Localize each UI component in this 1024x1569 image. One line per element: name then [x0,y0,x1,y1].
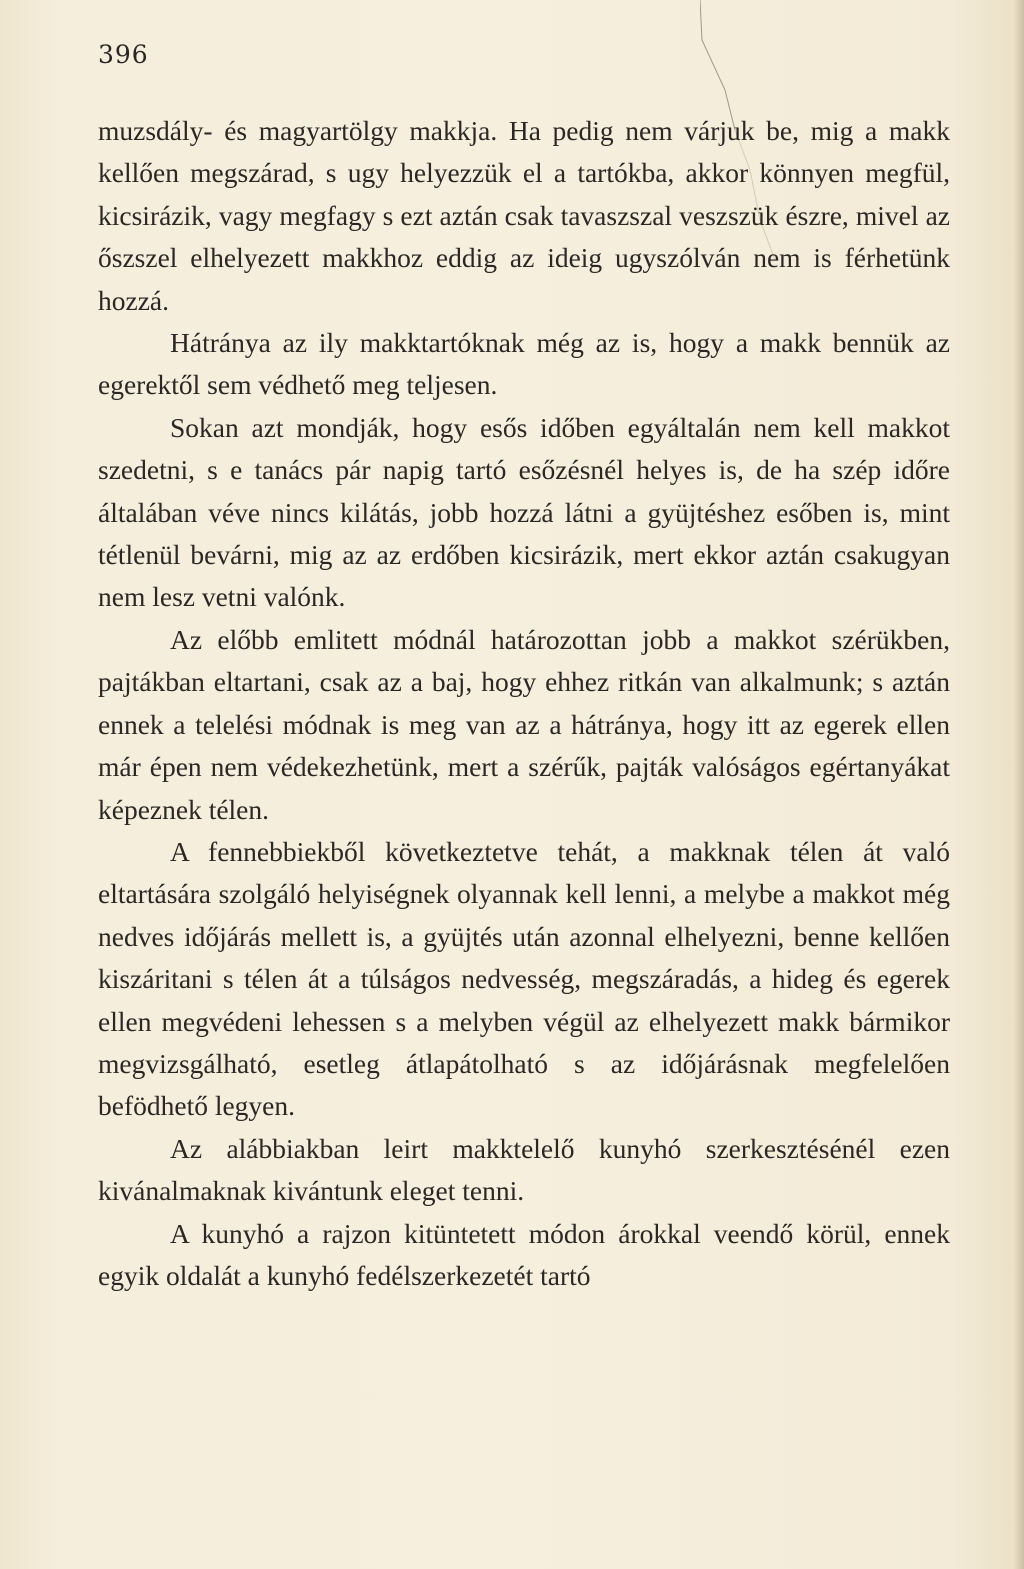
page-edge-shadow [1014,0,1024,1569]
paragraph: muzsdály- és magyartölgy makkja. Ha pedig nem várjuk be, mig a makk kellően megszárad, s ugy helyezzük el a tartókba, akkor könnyen megfül, kicsirázik, vagy megfagy s ezt aztán csak tavaszszal veszszük észre, mivel az őszszel elhelyezett makkhoz eddig az ideig ugyszólván nem is férhetünk hozzá. [98,115,950,316]
body-text [98,110,950,1297]
paragraph: Az előbb emlitett módnál határozottan jobb a makkot szérükben, pajtákban eltartani, csak az a baj, hogy ehhez ritkán van alkalmunk; s aztán ennek a telelési módnak is meg van az a hátránya, hogy itt az egerek ellen már épen nem védekezhetünk, mert a szérűk, pajták valóságos egértanyákat képeznek télen. [98,623,950,825]
paragraph: Az alábbiakban leirt makktelelő kunyhó szerkesztésénél ezen kivánalmaknak kivántunk eleget tenni. [98,1132,950,1207]
paragraph: Sokan azt mondják, hogy esős időben egyáltalán nem kell makkot szedetni, s e tanács pár napig tartó esőzésnél helyes is, de ha szép időre általában véve nincs kilátás, jobb hozzá látni a gyüjtéshez esőben is, mint tétlenül bevárni, mig az az erdőben kicsirázik, mert ekkor aztán csakugyan nem lesz vetni valónk. [98,411,950,613]
paragraph: A kunyhó a rajzon kitüntetett módon árokkal veendő körül, ennek egyik oldalát a kunyhó fedélszerkezetét tartó [98,1217,950,1291]
paragraph: Hátránya az ily makktartóknak még az is, hogy a makk bennük az egerektől sem védhető meg teljesen. [98,327,950,401]
paragraph: A fennebbiekből következtetve tehát, a makknak télen át való eltartására szolgáló helyiségnek olyannak kell lenni, a melybe a makkot még nedves időjárás mellett is, a gyüjtés után azonnal elhelyezni, benne kellően kiszáritani s télen át a túlságos nedvesség, megszáradás, a hideg és egerek ellen megvédeni lehessen s a melyben végül az elhelyezett makk bármikor megvizsgálható, esetleg átlapátolható s az időjárásnak megfelelően befödhető legyen. [98,835,950,1122]
page-number: 396 [98,40,149,69]
